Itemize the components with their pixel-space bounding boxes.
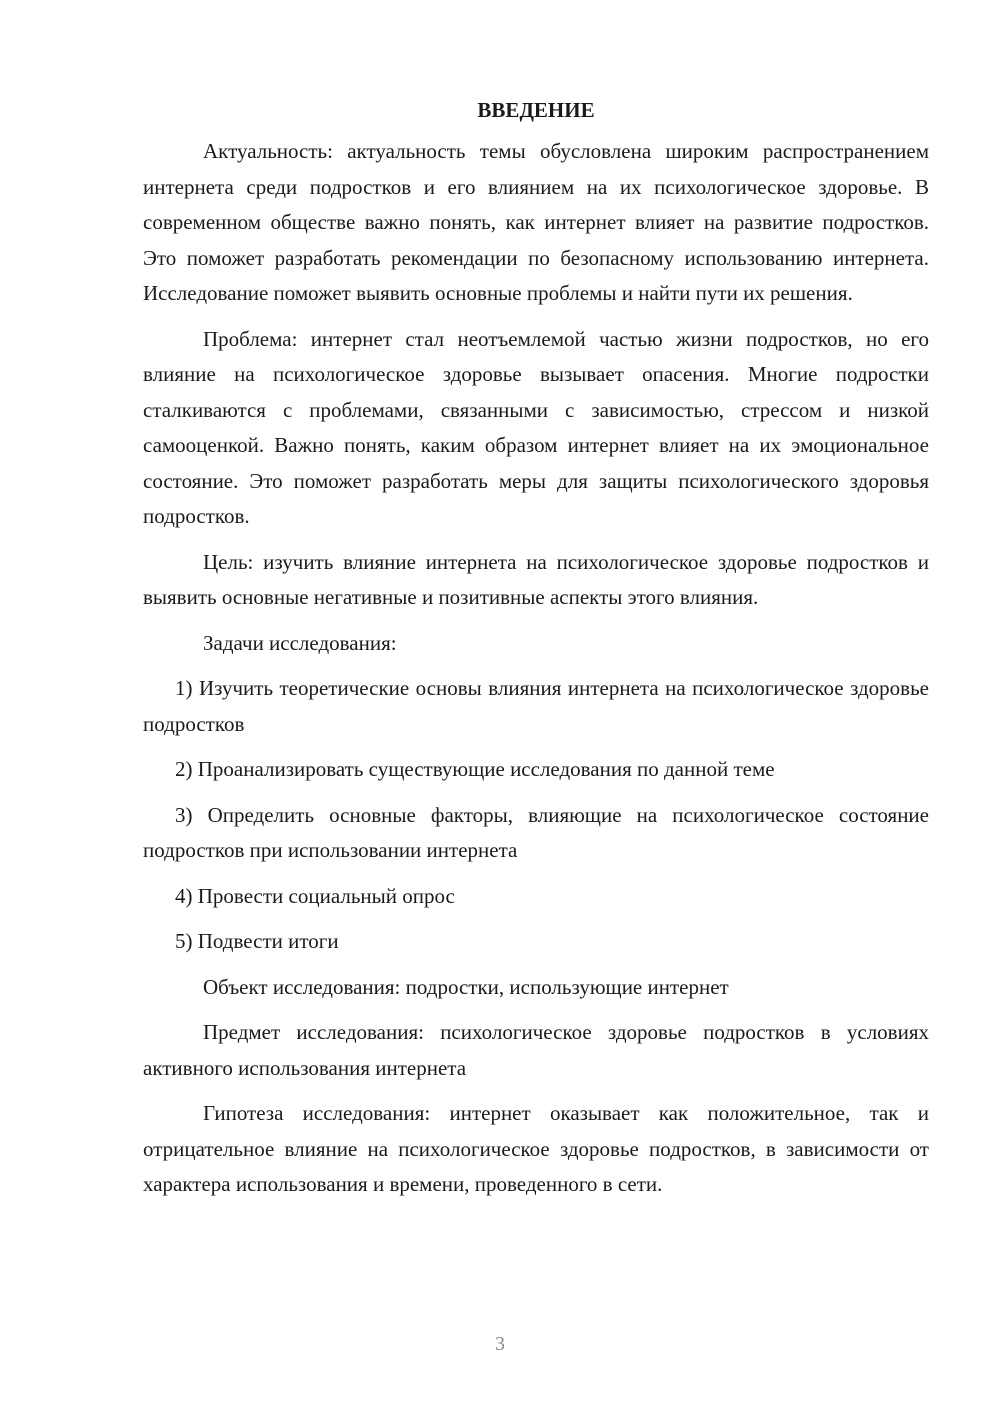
paragraph-goal: Цель: изучить влияние интернета на психологическое здоровье подростков и выявить основные негативные и позитивные аспекты этого влияния. [143, 549, 929, 609]
paragraph-subject: Предмет исследования: психологическое здоровье подростков в условиях активного использования интернета [143, 1020, 929, 1080]
task-item: 4) Провести социальный опрос [175, 883, 455, 908]
task-item: 2) Проанализировать существующие исследования по данной теме [175, 757, 775, 781]
page-content [143, 88, 929, 1213]
paragraph-relevance: Актуальность: актуальность темы обусловлена широким распространением интернета среди подростков и его влиянием на их психологическое здоровье. В современном обществе важно понять, как интернет влияет на развитие подростков. Это поможет разработать рекомендации по безопасному использованию интернета. Исследование поможет выявить основные проблемы и найти пути их решения. [143, 139, 929, 305]
paragraph-object: Объект исследования: подростки, использующие интернет [203, 974, 729, 999]
task-item: 5) Подвести итоги [175, 929, 339, 953]
paragraph-hypothesis: Гипотеза исследования: интернет оказывает как положительное, так и отрицательное влияние на психологическое здоровье подростков, в зависимости от характера использования и времени, проведенного в сети. [143, 1101, 929, 1196]
task-item: 3) Определить основные факторы, влияющие на психологическое состояние подростков при использовании интернета [143, 802, 929, 862]
paragraph-tasks-heading: Задачи исследования: [203, 630, 397, 655]
task-item: 1) Изучить теоретические основы влияния интернета на психологическое здоровье подростков [143, 676, 929, 736]
section-title: ВВЕДЕНИЕ [477, 98, 595, 122]
paragraph-problem: Проблема: интернет стал неотъемлемой частью жизни подростков, но его влияние на психологическое здоровье вызывает опасения. Многие подростки сталкиваются с проблемами, связанными с зависимостью, стрессом и низкой самооценкой. Важно понять, каким образом интернет влияет на их эмоциональное состояние. Это поможет разработать меры для защиты психологического здоровья подростков. [143, 326, 929, 528]
page-number: 3 [495, 1333, 505, 1355]
